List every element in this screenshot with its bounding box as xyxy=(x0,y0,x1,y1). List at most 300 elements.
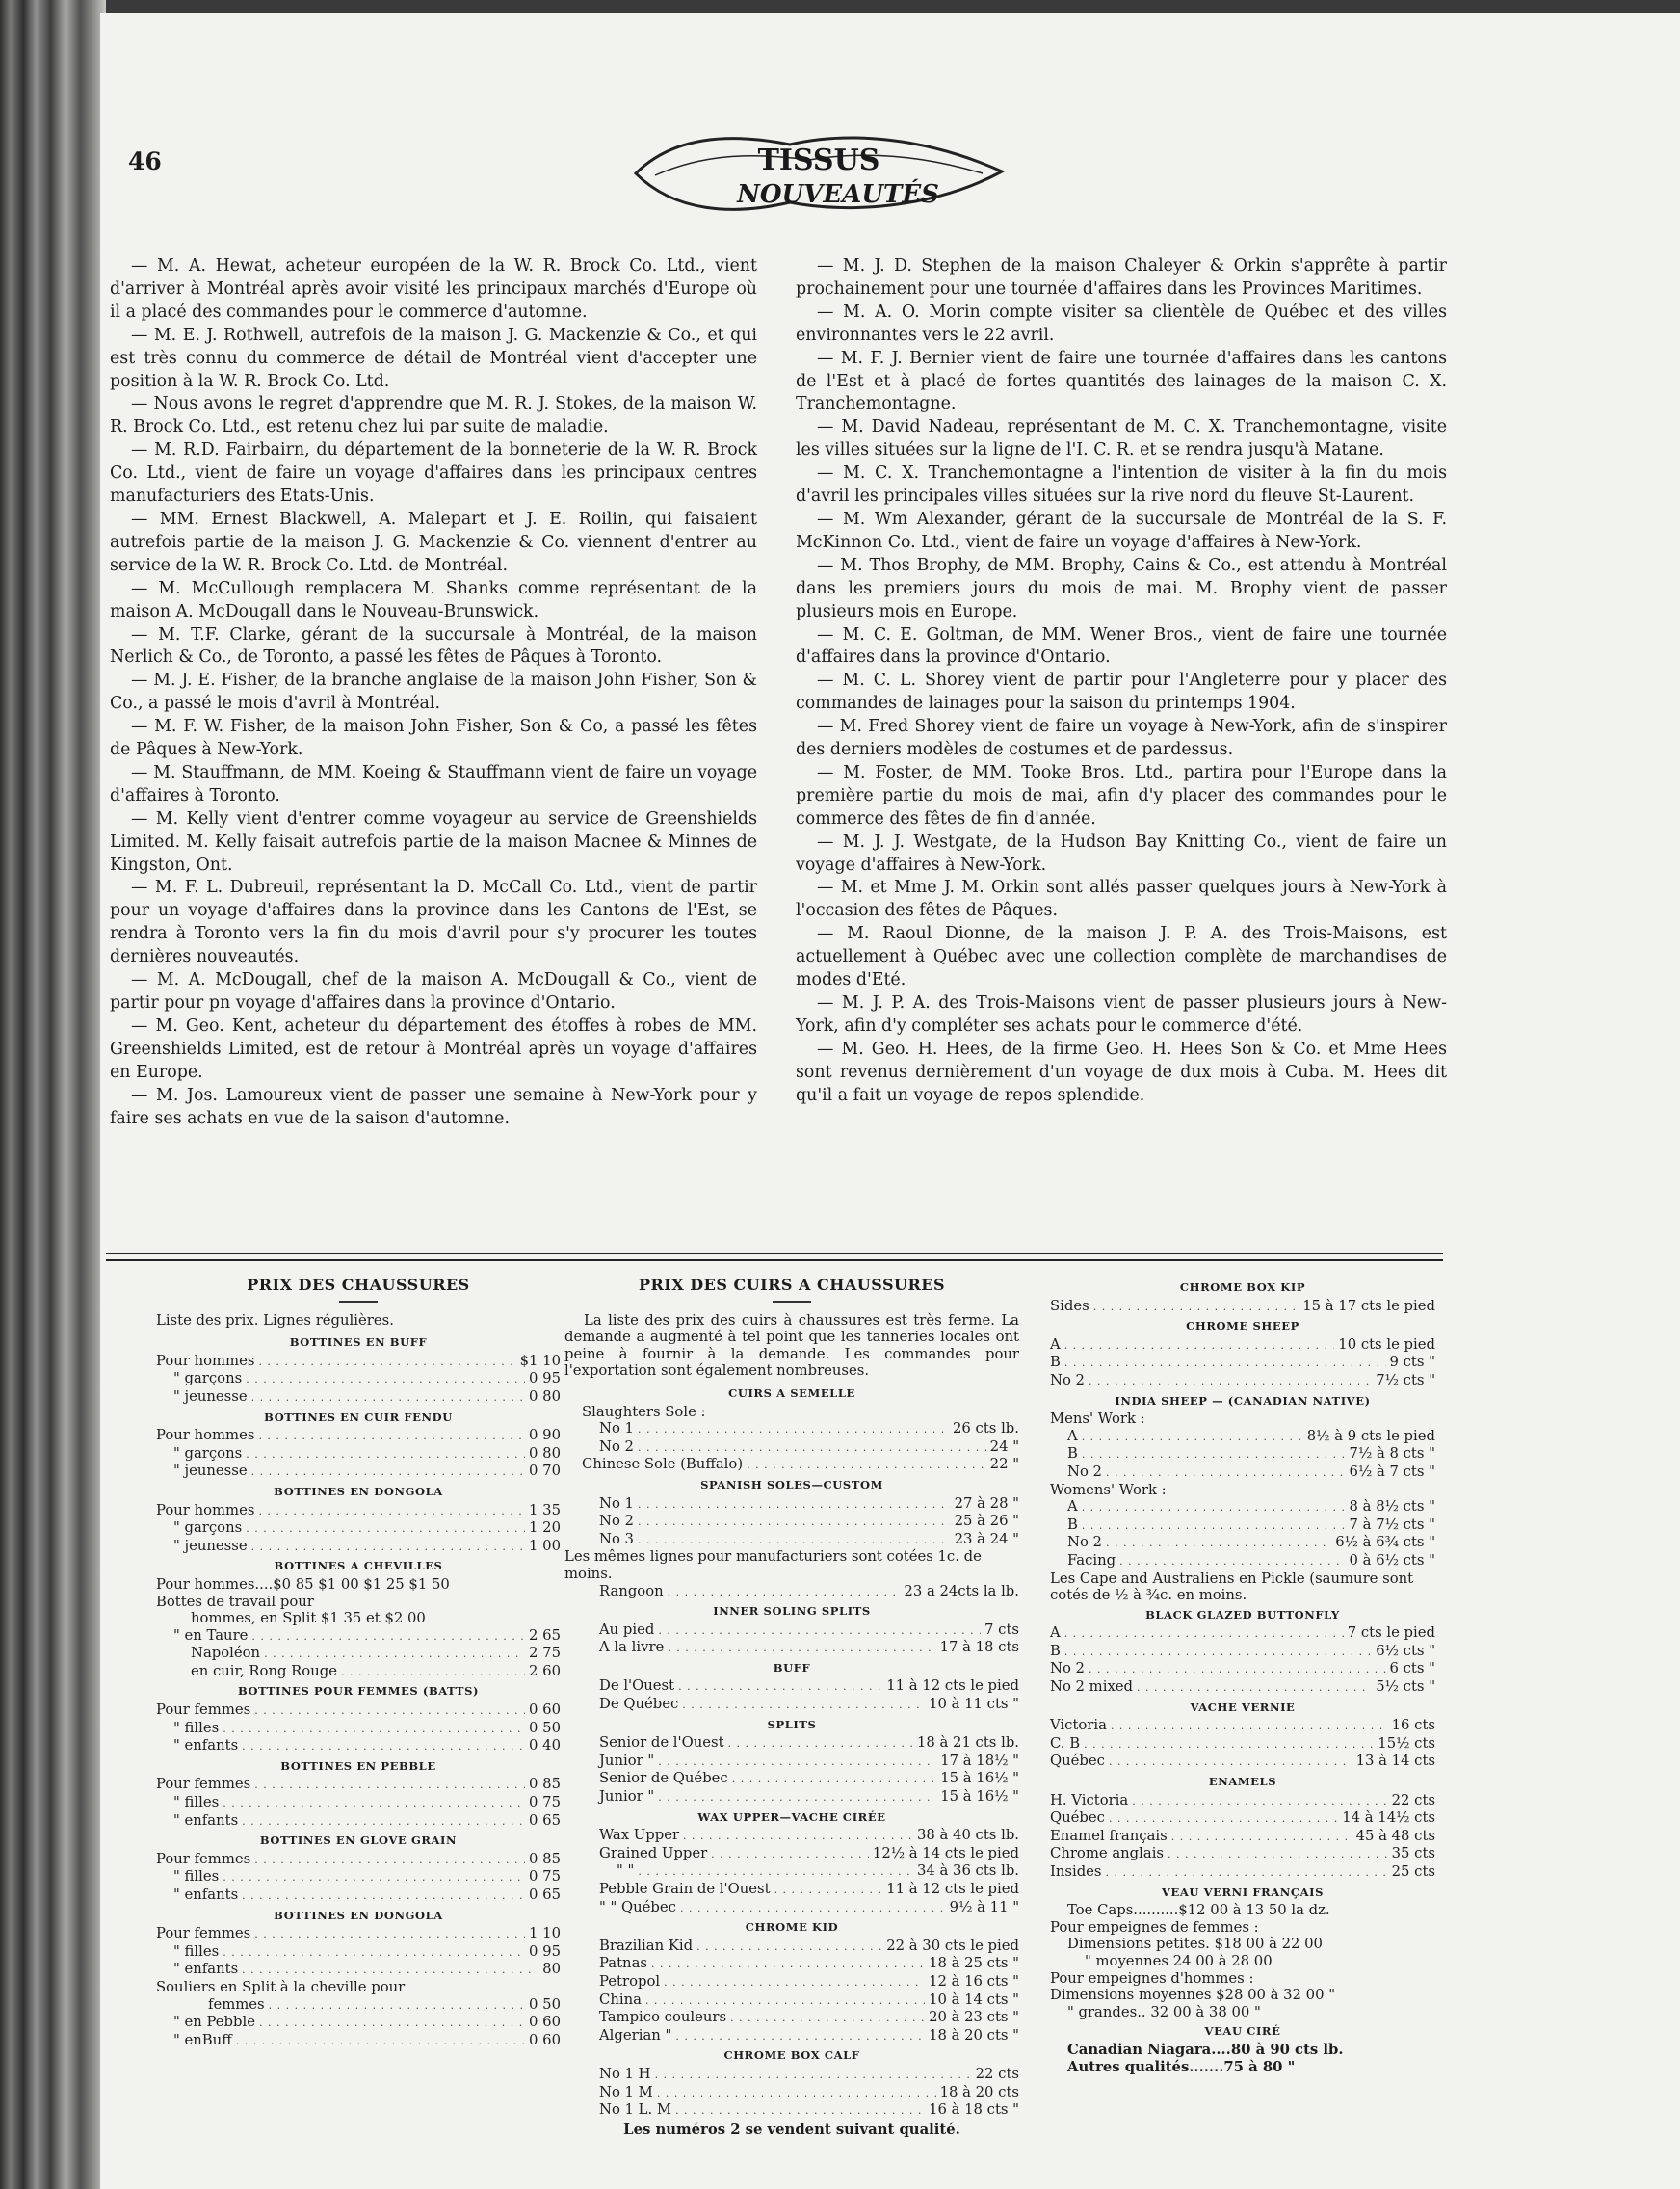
item-label: " filles xyxy=(173,1868,220,1886)
item-label: Pour femmes xyxy=(156,1925,251,1942)
dot-leader xyxy=(774,1881,883,1899)
item-label: Womens' Work : xyxy=(1050,1481,1167,1498)
dot-leader xyxy=(638,1495,951,1514)
item-price: 10 cts le pied xyxy=(1338,1335,1435,1353)
dot-leader xyxy=(1106,1863,1388,1882)
item-price: 18 à 21 cts lb. xyxy=(916,1734,1019,1752)
news-item: — M. Geo. H. Hees, de la firme Geo. H. Hees Son & Co. et Mme Hees sont revenus dernièrement d'un voyage de dux mois à Cuba. M. Hees dit qu'il a fait un voyage de repos splendide. xyxy=(796,1039,1447,1105)
item-price: 16 cts xyxy=(1391,1717,1435,1734)
item-label: " jeunesse xyxy=(173,1537,248,1554)
news-item: — M. Geo. Kent, acheteur du département des étoffes à robes de MM. Greenshields Limited, est de retour à Montréal après un voyage d'affaires en Europe. xyxy=(110,1015,757,1082)
title-dash xyxy=(339,1301,378,1303)
price-row xyxy=(156,1388,561,1407)
item-label: No 2 xyxy=(1067,1534,1102,1551)
price-row xyxy=(564,1495,1019,1514)
item-price: 22 à 30 cts le pied xyxy=(886,1937,1019,1954)
dot-leader xyxy=(259,2014,525,2032)
item-price: 0 50 xyxy=(529,1719,561,1736)
dot-leader xyxy=(242,1961,538,1979)
item-label: Les mêmes lignes pour manufacturiers sont cotées 1c. de moins. xyxy=(564,1548,982,1582)
dot-leader xyxy=(658,1788,936,1807)
item-price: 0 65 xyxy=(529,1886,561,1903)
item-label: No 1 H xyxy=(599,2065,651,2082)
price-row xyxy=(1050,1936,1435,1953)
item-label: " enBuff xyxy=(173,2031,232,2048)
dot-leader xyxy=(668,1583,901,1601)
dot-leader xyxy=(638,1862,913,1881)
news-item: — M. Thos Brophy, de MM. Brophy, Cains & Co., est attendu à Montréal dans les premiers jours du mois de mai. M. Brophy vient de passer plusieurs mois en Europe. xyxy=(796,555,1447,621)
item-price: 25 cts xyxy=(1391,1863,1435,1880)
item-price: 1 00 xyxy=(529,1537,561,1554)
price-row xyxy=(156,1886,561,1905)
category-heading: BOTTINES EN DONGOLA xyxy=(274,1484,443,1498)
dot-leader xyxy=(645,1991,925,2010)
dot-leader xyxy=(269,1996,525,2015)
item-price: 9½ à 11 " xyxy=(949,1898,1019,1915)
category-heading: BOTTINES POUR FEMMES (BATTS) xyxy=(237,1684,480,1699)
item-label: hommes, en Split $1 35 et $2 00 xyxy=(191,1610,426,1627)
dot-leader xyxy=(683,1827,913,1845)
item-price: 1 10 xyxy=(529,1925,561,1942)
chrome-table xyxy=(1050,1279,1435,2075)
price-row xyxy=(564,1734,1019,1753)
item-label: China xyxy=(599,1991,642,2008)
item-label: " filles xyxy=(173,1794,220,1811)
item-label: Junior " xyxy=(599,1788,655,1806)
item-price: 27 à 28 " xyxy=(954,1494,1019,1512)
dot-leader xyxy=(1137,1678,1372,1697)
logo-line-2: NOUVEAUTÉS xyxy=(737,180,939,209)
logo-line-1: TISSUS xyxy=(757,144,880,177)
price-row xyxy=(564,1404,1019,1421)
dot-leader xyxy=(1109,1809,1338,1828)
price-row xyxy=(564,1973,1019,1991)
news-item: — M. Jos. Lamoureux vient de passer une semaine à New-York pour y faire ses achats en vue de la saison d'automne. xyxy=(110,1085,757,1128)
price-row xyxy=(1050,1919,1435,1937)
category-heading: BLACK GLAZED BUTTONFLY xyxy=(1145,1607,1340,1622)
price-row xyxy=(156,1519,561,1538)
price-row xyxy=(564,1438,1019,1457)
dot-leader xyxy=(1082,1428,1303,1446)
news-item: — M. C. L. Shorey vient de partir pour l'Angleterre pour y placer des commandes de lainages pour la saison du printemps 1904. xyxy=(796,671,1447,714)
item-label: Junior " xyxy=(599,1752,655,1769)
news-column-left xyxy=(110,255,757,1130)
cuirs-table xyxy=(564,1385,1019,2120)
item-price: 14 à 14½ cts xyxy=(1342,1809,1435,1827)
dot-leader xyxy=(246,1519,525,1538)
price-row xyxy=(564,2009,1019,2027)
price-row xyxy=(1050,1516,1435,1535)
item-label: Souliers en Split à la cheville pour xyxy=(156,1978,406,1995)
item-label: A xyxy=(1067,1498,1078,1516)
book-spine xyxy=(0,0,106,2189)
price-row xyxy=(156,1776,561,1794)
price-row xyxy=(156,1353,561,1371)
item-price: 0 40 xyxy=(529,1737,561,1754)
news-item: — M. A. McDougall, chef de la maison A. McDougall & Co., vient de partir pour pn voyage d'affaires dans la province d'Ontario. xyxy=(110,970,757,1013)
dot-leader xyxy=(1064,1336,1335,1355)
price-row xyxy=(564,1456,1019,1474)
news-item: — M. J. P. A. des Trois-Maisons vient de passer plusieurs jours à New-York, afin d'y compléter ses achats pour le commerce d'été. xyxy=(796,993,1447,1036)
item-label: Pour empeignes d'hommes : xyxy=(1050,1969,1254,1987)
dot-leader xyxy=(223,1868,525,1886)
price-row xyxy=(156,1701,561,1720)
price-row xyxy=(156,1645,561,1663)
item-label: Québec xyxy=(1050,1809,1105,1827)
item-label: " jeunesse xyxy=(173,1387,248,1405)
item-label: Chrome anglais xyxy=(1050,1845,1165,1862)
item-label: Algerian " xyxy=(599,2026,672,2044)
item-price: 22 " xyxy=(989,1456,1019,1473)
price-row xyxy=(156,1812,561,1831)
item-label: " enfants xyxy=(173,1886,239,1903)
price-row xyxy=(564,1770,1019,1788)
item-price: 8 à 8½ cts " xyxy=(1349,1498,1435,1516)
item-price: 7 à 7½ cts " xyxy=(1349,1516,1435,1533)
dot-leader xyxy=(732,1770,937,1788)
item-price: 5½ cts " xyxy=(1376,1678,1435,1696)
price-row xyxy=(156,1502,561,1520)
price-row xyxy=(564,2101,1019,2120)
dot-leader xyxy=(264,1645,525,1663)
item-price: 6½ à 7 cts " xyxy=(1349,1463,1435,1480)
item-label: Wax Upper xyxy=(599,1827,680,1844)
dot-leader xyxy=(728,1734,913,1753)
dot-leader xyxy=(254,1776,525,1794)
category-heading: INNER SOLING SPLITS xyxy=(713,1604,871,1619)
item-label: A la livre xyxy=(599,1639,665,1656)
item-label: " en Pebble xyxy=(173,2014,255,2031)
price-row xyxy=(156,1943,561,1962)
price-row xyxy=(1050,1298,1435,1316)
dot-leader xyxy=(680,1899,946,1917)
item-label: Bottes de travail pour xyxy=(156,1593,314,1610)
dot-leader xyxy=(251,1463,525,1481)
item-price: 15½ cts xyxy=(1378,1734,1435,1752)
item-price: 25 à 26 " xyxy=(954,1513,1019,1530)
price-row xyxy=(1050,1863,1435,1882)
section-rule xyxy=(106,1253,1443,1261)
item-label: Insides xyxy=(1050,1863,1102,1880)
item-label: " enfants xyxy=(173,1961,239,1978)
category-heading: WAX UPPER—VACHE CIRÉE xyxy=(697,1809,886,1824)
news-item: — M. David Nadeau, représentant de M. C. X. Tranchemontagne, visite les villes situées sur la ligne de l'I. C. R. et se rendra jusqu'à Matane. xyxy=(796,417,1447,461)
item-label: No 1 xyxy=(599,1494,634,1512)
category-heading: BOTTINES EN PEBBLE xyxy=(280,1758,436,1773)
price-row xyxy=(564,1788,1019,1807)
item-label: Pour femmes xyxy=(156,1776,251,1793)
chaussures-intro: Liste des prix. Lignes régulières. xyxy=(156,1311,394,1329)
dot-leader xyxy=(1089,1660,1386,1678)
item-price: 18 à 20 cts xyxy=(939,2083,1019,2100)
dot-leader xyxy=(242,1886,525,1905)
item-price: 11 à 12 cts le pied xyxy=(886,1677,1019,1695)
price-row xyxy=(564,1827,1019,1845)
price-row xyxy=(156,1868,561,1886)
item-price: 0 80 xyxy=(529,1387,561,1405)
dot-leader xyxy=(1109,1753,1352,1771)
dot-leader xyxy=(1064,1354,1386,1372)
item-price: 9 cts " xyxy=(1389,1354,1435,1371)
dot-leader xyxy=(258,1353,515,1371)
item-label: Dimensions moyennes $28 00 à 32 00 " xyxy=(1050,1987,1336,2004)
item-price: 0 50 xyxy=(529,1995,561,2013)
item-price: 80 xyxy=(542,1961,561,1978)
dot-leader xyxy=(246,1445,525,1464)
dot-leader xyxy=(668,1639,935,1657)
price-row xyxy=(156,1663,561,1681)
price-row xyxy=(564,1862,1019,1881)
news-item: — M. Raoul Dionne, de la maison J. P. A. des Trois-Maisons, est actuellement à Québec avec une collection complète de marchandises de modes d'Eté. xyxy=(796,924,1447,990)
dot-leader xyxy=(1082,1445,1346,1464)
item-label: Rangoon xyxy=(599,1582,664,1599)
dot-leader xyxy=(1082,1498,1346,1516)
item-price: 2 60 xyxy=(529,1662,561,1679)
dot-leader xyxy=(651,1955,925,1973)
item-label: B xyxy=(1050,1642,1061,1659)
category-heading: CHROME BOX KIP xyxy=(1179,1280,1306,1294)
item-label: B xyxy=(1067,1445,1078,1463)
dot-leader xyxy=(696,1938,882,1956)
item-price: 0 60 xyxy=(529,2031,561,2048)
category-heading: BOTTINES EN DONGOLA xyxy=(274,1908,443,1922)
item-label: Pour femmes xyxy=(156,1701,251,1719)
dot-leader xyxy=(246,1370,525,1388)
item-label: Au pied xyxy=(599,1621,655,1638)
category-heading: CHROME SHEEP xyxy=(1186,1319,1299,1333)
category-heading: CUIRS A SEMELLE xyxy=(728,1385,855,1400)
item-label: A xyxy=(1050,1624,1061,1642)
item-price: 0 75 xyxy=(529,1794,561,1811)
item-price: 0 95 xyxy=(529,1942,561,1960)
dot-leader xyxy=(254,1851,525,1869)
item-label: Chinese Sole (Buffalo) xyxy=(582,1456,744,1473)
news-item: — M. Foster, de MM. Tooke Bros. Ltd., partira pour l'Europe dans la première partie du mois de mai, afin d'y placer des commandes pour le commerce des fêtes de fin d'année. xyxy=(796,762,1447,829)
item-label: Canadian Niagara....80 à 90 cts lb. xyxy=(1067,2041,1344,2058)
item-price: 10 à 14 cts " xyxy=(929,1991,1019,2008)
item-label: No 2 xyxy=(1067,1463,1102,1480)
item-price: 34 à 36 cts lb. xyxy=(916,1862,1019,1880)
item-price: 0 70 xyxy=(529,1463,561,1480)
dot-leader xyxy=(254,1925,525,1943)
price-row xyxy=(1050,1428,1435,1446)
price-row xyxy=(1050,1902,1435,1919)
item-label: " enfants xyxy=(173,1811,239,1829)
price-row xyxy=(1050,1987,1435,2004)
price-row xyxy=(1050,1970,1435,1988)
price-row xyxy=(1050,1464,1435,1482)
price-row xyxy=(564,1753,1019,1771)
item-label: Pour hommes xyxy=(156,1501,255,1518)
price-column-chaussures xyxy=(156,1277,561,2049)
dot-leader xyxy=(223,1720,525,1738)
price-column-chrome xyxy=(1050,1277,1435,2075)
price-row xyxy=(156,1996,561,2015)
item-price: 1 35 xyxy=(529,1501,561,1518)
item-label: Slaughters Sole : xyxy=(582,1403,706,1420)
item-price: 15 à 17 cts le pied xyxy=(1302,1297,1435,1314)
dot-leader xyxy=(658,1753,936,1771)
price-row xyxy=(1050,1534,1435,1552)
price-row xyxy=(1050,1372,1435,1390)
item-price: 6½ à 6¾ cts " xyxy=(1335,1534,1435,1551)
dot-leader xyxy=(341,1663,525,1681)
item-label: Senior de Québec xyxy=(599,1770,728,1787)
item-price: 0 90 xyxy=(529,1427,561,1444)
item-label: " moyennes 24 00 à 28 00 xyxy=(1085,1952,1273,1969)
dot-leader xyxy=(638,1438,986,1457)
dot-leader xyxy=(675,2101,925,2120)
item-label: C. B xyxy=(1050,1734,1081,1752)
item-price: 0 65 xyxy=(529,1811,561,1829)
item-price: 15 à 16½ " xyxy=(940,1770,1019,1787)
price-row xyxy=(1050,1336,1435,1355)
price-row xyxy=(156,1794,561,1812)
price-row xyxy=(156,1594,561,1611)
chaussures-title: PRIX DES CHAUSSURES xyxy=(247,1276,470,1294)
item-label: Pour hommes....$0 85 $1 00 $1 25 $1 50 xyxy=(156,1575,450,1593)
category-heading: BOTTINES EN GLOVE GRAIN xyxy=(259,1833,458,1848)
dot-leader xyxy=(1132,1792,1387,1810)
item-label: B xyxy=(1067,1516,1078,1533)
item-price: 18 à 25 cts " xyxy=(929,1955,1019,1972)
price-row xyxy=(1050,1624,1435,1643)
price-row xyxy=(1050,1828,1435,1846)
price-row xyxy=(564,1881,1019,1899)
dot-leader xyxy=(675,2027,925,2045)
item-label: No 3 xyxy=(599,1530,634,1547)
item-price: 7½ à 8 cts " xyxy=(1349,1445,1435,1463)
dot-leader xyxy=(1106,1464,1346,1482)
item-price: 17 à 18 cts xyxy=(939,1639,1019,1656)
item-label: No 2 xyxy=(599,1513,634,1530)
item-label: " " xyxy=(617,1862,635,1880)
price-row xyxy=(1050,1678,1435,1697)
item-price: 38 à 40 cts lb. xyxy=(916,1827,1019,1844)
item-price: 23 a 24cts la lb. xyxy=(904,1582,1019,1599)
category-heading: CHROME KID xyxy=(745,1920,839,1935)
dot-leader xyxy=(1064,1624,1344,1643)
price-row xyxy=(1050,1498,1435,1516)
price-column-cuirs xyxy=(564,1277,1019,2152)
item-price: 26 cts lb. xyxy=(953,1420,1019,1437)
item-label: No 2 xyxy=(599,1437,634,1455)
price-row xyxy=(564,1899,1019,1917)
news-item: — M. et Mme J. M. Orkin sont allés passer quelques jours à New-York à l'occasion des fêtes de Pâques. xyxy=(796,878,1447,921)
price-row xyxy=(1050,1717,1435,1735)
item-price: 0 85 xyxy=(529,1776,561,1793)
item-label: " " Québec xyxy=(599,1898,676,1915)
dot-leader xyxy=(1089,1372,1372,1390)
dot-leader xyxy=(664,1973,925,1991)
item-label: Petropol xyxy=(599,1972,661,1990)
dot-leader xyxy=(711,1845,869,1863)
price-row xyxy=(156,1979,561,1996)
dot-leader xyxy=(1064,1643,1372,1661)
item-price: 6 cts " xyxy=(1389,1660,1435,1677)
item-label: " grandes.. 32 00 à 38 00 " xyxy=(1067,2003,1261,2020)
news-item: — M. C. X. Tranchemontagne a l'intention de visiter à la fin du mois d'avril les principales villes situées sur la rive nord du fleuve St-Laurent. xyxy=(796,463,1447,507)
price-row xyxy=(156,1370,561,1388)
price-row xyxy=(564,1938,1019,1956)
price-row xyxy=(1050,1953,1435,1970)
dot-leader xyxy=(258,1427,525,1445)
item-label: Enamel français xyxy=(1050,1827,1168,1844)
item-label: H. Victoria xyxy=(1050,1791,1129,1808)
dot-leader xyxy=(242,1737,525,1755)
item-label: Facing xyxy=(1067,1551,1116,1569)
item-price: 6½ cts " xyxy=(1376,1642,1435,1659)
dot-leader xyxy=(682,1696,925,1714)
item-label: Pebble Grain de l'Ouest xyxy=(599,1881,771,1897)
category-heading: SPANISH SOLES—CUSTOM xyxy=(700,1477,883,1491)
price-row xyxy=(564,1420,1019,1438)
item-label: Napoléon xyxy=(191,1645,261,1662)
cuirs-title: PRIX DES CUIRS A CHAUSSURES xyxy=(638,1276,946,1294)
item-price: 35 cts xyxy=(1391,1845,1435,1862)
price-row xyxy=(564,1583,1019,1601)
category-heading: VEAU VERNI FRANÇAIS xyxy=(1161,1885,1325,1899)
price-row xyxy=(1050,1643,1435,1661)
price-row xyxy=(1050,1792,1435,1810)
item-price: 0 80 xyxy=(529,1444,561,1462)
dot-leader xyxy=(678,1677,882,1696)
category-heading: BOTTINES EN CUIR FENDU xyxy=(264,1410,453,1424)
item-label: No 1 M xyxy=(599,2083,653,2100)
price-row xyxy=(1050,1354,1435,1372)
news-item: — Nous avons le regret d'apprendre que M. R. J. Stokes, de la maison W. R. Brock Co. Ltd., est retenu chez lui par suite de maladie. xyxy=(110,394,757,437)
news-item: — M. A. Hewat, acheteur européen de la W. R. Brock Co. Ltd., vient d'arriver à Montréal après avoir visité les principaux marchés d'Europe où il a placé des commandes pour le commerce d'automne. xyxy=(110,256,757,322)
category-heading: BUFF xyxy=(773,1660,811,1675)
dot-leader xyxy=(747,1456,986,1474)
item-price: 10 à 11 cts " xyxy=(929,1696,1019,1713)
price-row xyxy=(564,1639,1019,1657)
title-dash xyxy=(773,1301,811,1303)
price-row xyxy=(156,1737,561,1755)
dot-leader xyxy=(1119,1552,1345,1570)
dot-leader xyxy=(251,1538,525,1556)
dot-leader xyxy=(730,2009,925,2027)
category-heading: SPLITS xyxy=(767,1717,817,1731)
item-price: 0 95 xyxy=(529,1370,561,1387)
page-number: 46 xyxy=(128,147,162,175)
category-heading: VEAU CIRÉ xyxy=(1204,2024,1281,2039)
cuirs-footer: Les numéros 2 se vendent suivant qualité. xyxy=(623,2121,960,2138)
price-row xyxy=(1050,1570,1435,1604)
dot-leader xyxy=(655,2066,972,2084)
item-label: en cuir, Rong Rouge xyxy=(191,1662,337,1679)
item-label: No 2 mixed xyxy=(1050,1678,1134,1696)
item-label: " garçons xyxy=(173,1370,243,1387)
price-row xyxy=(156,2032,561,2050)
item-label: Québec xyxy=(1050,1753,1105,1770)
dot-leader xyxy=(223,1943,525,1962)
item-price: 7½ cts " xyxy=(1376,1371,1435,1388)
item-label: Dimensions petites. $18 00 à 22 00 xyxy=(1067,1936,1323,1953)
price-row xyxy=(1050,1809,1435,1828)
news-item: — M. J. J. Westgate, de la Hudson Bay Knitting Co., vient de faire un voyage d'affaires à New-York. xyxy=(796,831,1447,875)
chaussures-table xyxy=(156,1334,561,2049)
price-row xyxy=(564,1991,1019,2010)
dot-leader xyxy=(251,1627,525,1646)
news-item: — M. Kelly vient d'entrer comme voyageur au service de Greenshields Limited. M. Kelly faisait autrefois partie de la maison Macnee & Minnes de Kingston, Ont. xyxy=(110,808,757,875)
news-item: — M. T.F. Clarke, gérant de la succursale à Montréal, de la maison Nerlich & Co., de Toronto, a passé les fêtes de Pâques à Toronto. xyxy=(110,624,757,668)
item-label: No 1 L. M xyxy=(599,2101,672,2119)
item-label: Pour femmes xyxy=(156,1850,251,1867)
price-row xyxy=(1050,1845,1435,1863)
item-label: De l'Ouest xyxy=(599,1677,675,1695)
item-price: 18 à 20 cts " xyxy=(929,2026,1019,2044)
